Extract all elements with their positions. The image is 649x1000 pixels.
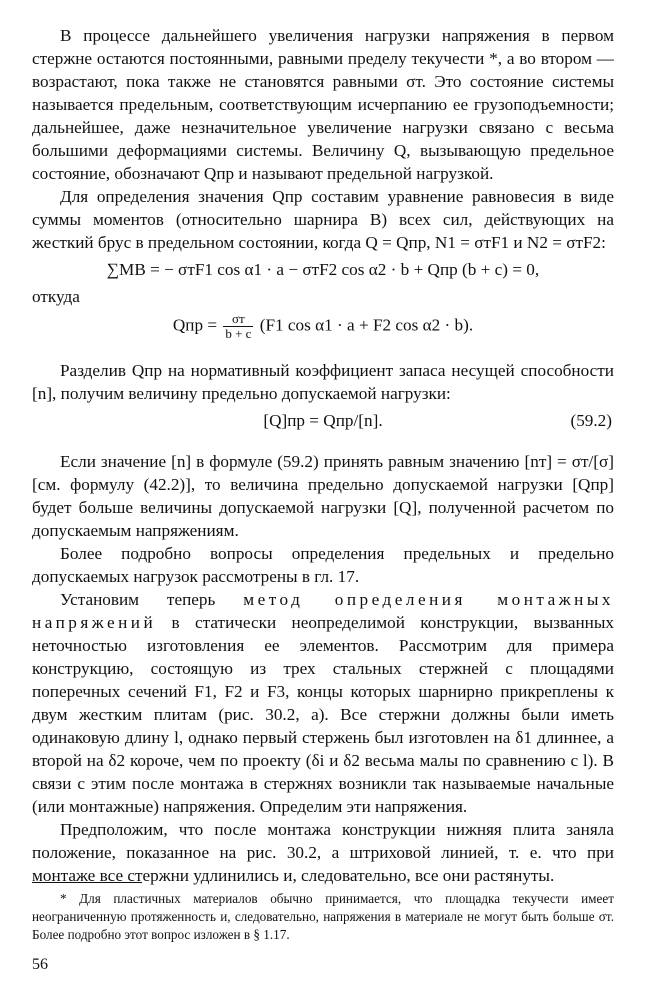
paragraph-safety-factor: Разделив Qпр на нормативный коэффициент запаса несущей способности [n], получим величину предельно допускаемой нагрузки: <box>32 361 614 403</box>
assembly-spaced-term: метод определения монтажных напряжений <box>32 590 614 632</box>
equation-fraction <box>223 312 253 341</box>
paragraph-equilibrium: Для определения значения Qпр составим уравнение равновесия в виде суммы моментов (относительно шарнира B) всех сил, действующих на жесткий брус в предельном состоянии, когда Q = Qпр, N1 = σтF1 и N2 = σтF2: <box>32 187 614 252</box>
assembly-intro: Установим теперь <box>60 590 216 609</box>
page-body <box>32 24 614 887</box>
word-otkuda: откуда <box>32 287 80 306</box>
equation-limit-load-right: (F1 cos α1 · a + F2 cos α2 · b). <box>259 315 474 335</box>
paragraph-limit-state: В процессе дальнейшего увеличения нагрузки напряжения в первом стержне остаются постоянными, равными пределу текучести *, а во втором — возрастают, пока также не становятся равными σт. Это состояние системы называется предельным, соответствующим исчерпанию ее грузоподъемности; дальнейшее, даже незначительное увеличение нагрузки связано с весьма большими деформациями системы. Величину Q, вызывающую предельное состояние, обозначают Qпр и называют предельной нагрузкой. <box>32 26 614 183</box>
paragraph-assumption: Предположим, что после монтажа конструкции нижняя плита заняла положение, показанное на рис. 30.2, а штриховой линией, т. е. что при монтаже все стержни удлинились и, следовательно, все они растянуты. <box>32 820 614 885</box>
footnote-divider <box>32 882 142 883</box>
footnote: * Для пластичных материалов обычно принимается, что площадка текучести имеет неограниченную протяженность и, следовательно, напряжения в материале не могут быть больше σт. Более подробно этот вопрос изложен в § 1.17. <box>32 891 614 942</box>
equation-allowable-load-text: [Q]пр = Qпр/[n]. <box>263 411 383 430</box>
fraction-denominator: b + c <box>225 326 252 341</box>
equation-moments: ∑MB = − σтF1 cos α1 · a − σтF2 cos α2 · b + Qпр (b + c) = 0, <box>106 260 540 279</box>
paragraph-assembly-stress <box>32 588 614 818</box>
equation-allowable-load <box>32 409 614 432</box>
equation-limit-load-left: Qпр = <box>172 315 218 335</box>
fraction-numerator: σт <box>223 312 253 327</box>
equation-limit-load <box>32 312 614 341</box>
paragraph-comparison: Если значение [n] в формуле (59.2) принять равным значению [nт] = σт/[σ] [см. формулу (42.2)], то величина предельно допускаемой нагрузки [Qпр] будет больше величины допускаемой нагрузки [Q], полученной расчетом по допускаемым напряжениям. <box>32 452 614 540</box>
paragraph-reference: Более подробно вопросы определения предельных и предельно допускаемых нагрузок рассмотрены в гл. 17. <box>32 544 614 586</box>
equation-number: (59.2) <box>570 411 612 430</box>
assembly-rest: в статически неопределимой конструкции, вызванных неточностью изготовления ее элементов. Рассмотрим для примера конструкцию, состоящую из трех стальных стержней с площадями поперечных сечений F1, F2 и F3, концы которых шарнирно прикреплены к двум жестким плитам (рис. 30.2, а). Все стержни должны были иметь одинаковую длину l, однако первый стержень был изготовлен на δ1 длиннее, а второй на δ2 короче, чем по проекту (δi и δ2 весьма малы по сравнению с l). В связи с этим после монтажа в стержнях возникли так называемые начальные (или монтажные) напряжения. Определим эти напряжения. <box>32 613 615 816</box>
page-number: 56 <box>32 956 48 973</box>
